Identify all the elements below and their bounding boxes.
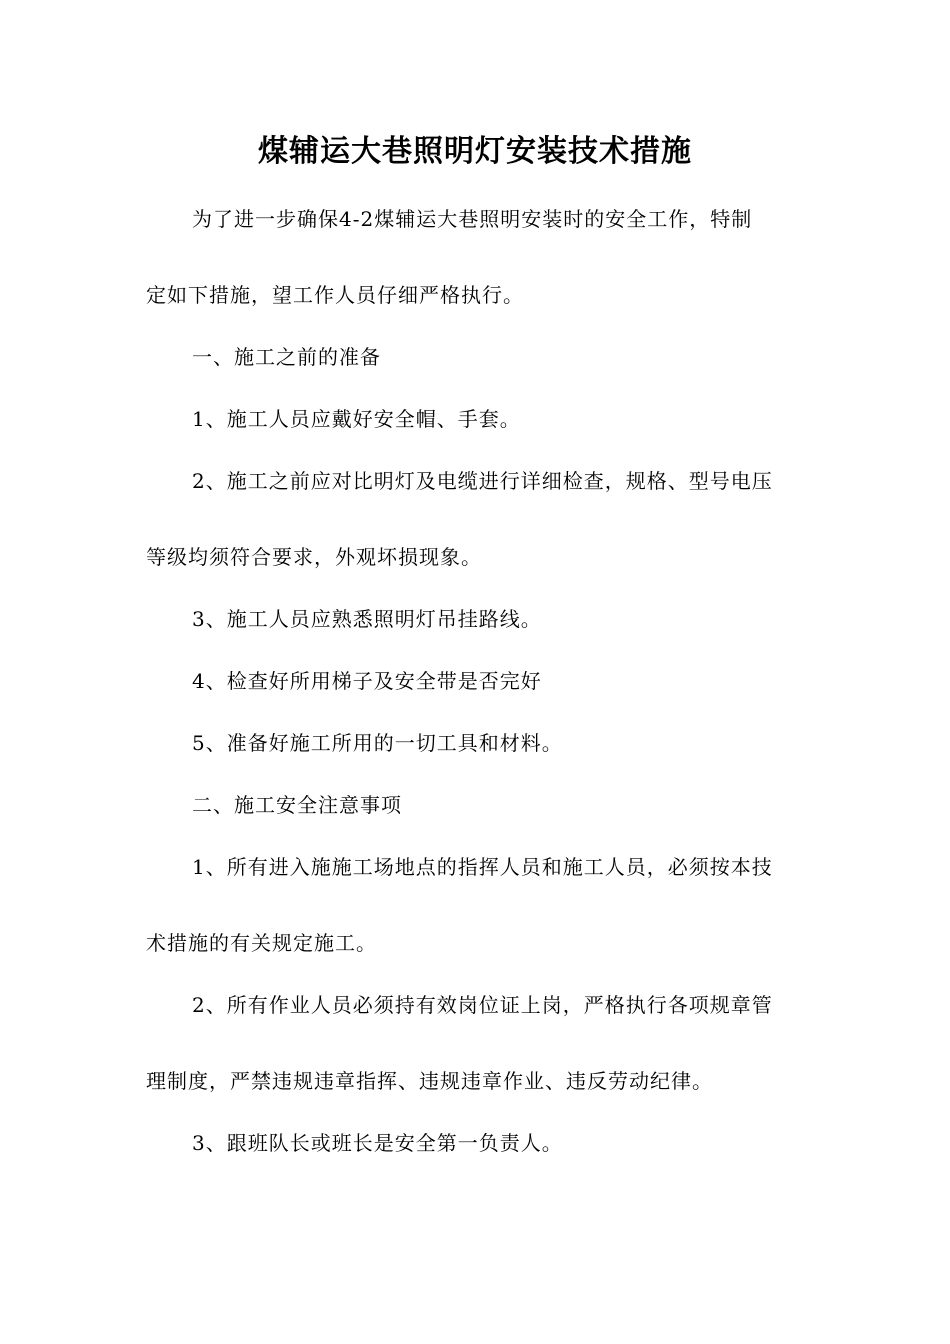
list-item-safety-2-line-1: 2、所有作业人员必须持有效岗位证上岗，严格执行各项规章管 xyxy=(192,993,773,1017)
section-heading-safety: 二、施工安全注意事项 xyxy=(192,793,402,817)
list-item-prep-2-line-2: 等级均须符合要求，外观坏损现象。 xyxy=(146,545,482,569)
paragraph-intro-line-2: 定如下措施，望工作人员仔细严格执行。 xyxy=(146,283,524,307)
list-item-prep-1: 1、施工人员应戴好安全帽、手套。 xyxy=(192,407,521,431)
list-item-safety-2-line-2: 理制度，严禁违规违章指挥、违规违章作业、违反劳动纪律。 xyxy=(146,1069,713,1093)
list-item-prep-2-line-1: 2、施工之前应对比明灯及电缆进行详细检查，规格、型号电压 xyxy=(192,469,773,493)
list-item-safety-3: 3、跟班队长或班长是安全第一负责人。 xyxy=(192,1131,563,1155)
document-title: 煤辅运大巷照明灯安装技术措施 xyxy=(258,134,692,169)
list-item-safety-1-line-2: 术措施的有关规定施工。 xyxy=(146,931,377,955)
list-item-prep-3: 3、施工人员应熟悉照明灯吊挂路线。 xyxy=(192,607,542,631)
section-heading-preparation: 一、施工之前的准备 xyxy=(192,345,381,369)
paragraph-intro-line-1: 为了进一步确保4-2煤辅运大巷照明安装时的安全工作，特制 xyxy=(192,207,753,231)
list-item-prep-4: 4、检查好所用梯子及安全带是否完好 xyxy=(192,669,542,693)
list-item-safety-1-line-1: 1、所有进入施施工场地点的指挥人员和施工人员，必须按本技 xyxy=(192,855,773,879)
list-item-prep-5: 5、准备好施工所用的一切工具和材料。 xyxy=(192,731,563,755)
